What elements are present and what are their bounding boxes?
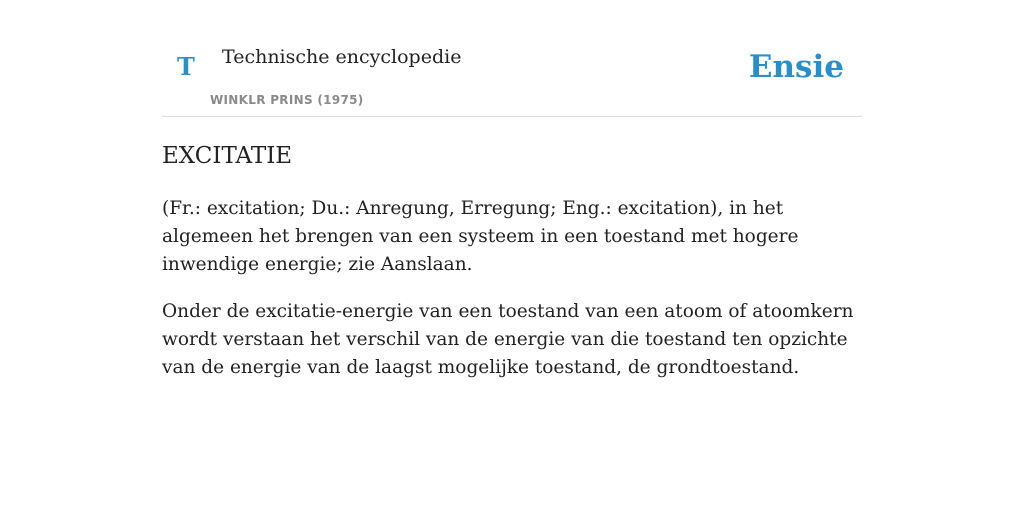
entry-paragraph: (Fr.: excitation; Du.: Anregung, Erregung; Eng.: excitation), in het algemeen het brengen van een systeem in een toestand met hogere inwendige energie; zie Aanslaan.: [162, 197, 799, 275]
entry-paragraph: Onder de excitatie-energie van een toestand van een atoom of atoomkern wordt verstaan het verschil van de energie van die toestand ten opzichte van de energie van de laagst mogelijke toestand, de grondtoestand.: [162, 300, 854, 378]
page-container: [162, 0, 862, 382]
entry-title: EXCITATIE: [162, 143, 293, 169]
encyclopedia-logo-letter[interactable]: T: [177, 52, 195, 81]
header: [162, 0, 862, 117]
encyclopedia-title[interactable]: Technische encyclopedie: [222, 46, 462, 68]
brand-logo[interactable]: Ensie: [748, 49, 844, 85]
source-label: WINKLR PRINS (1975): [210, 93, 364, 107]
